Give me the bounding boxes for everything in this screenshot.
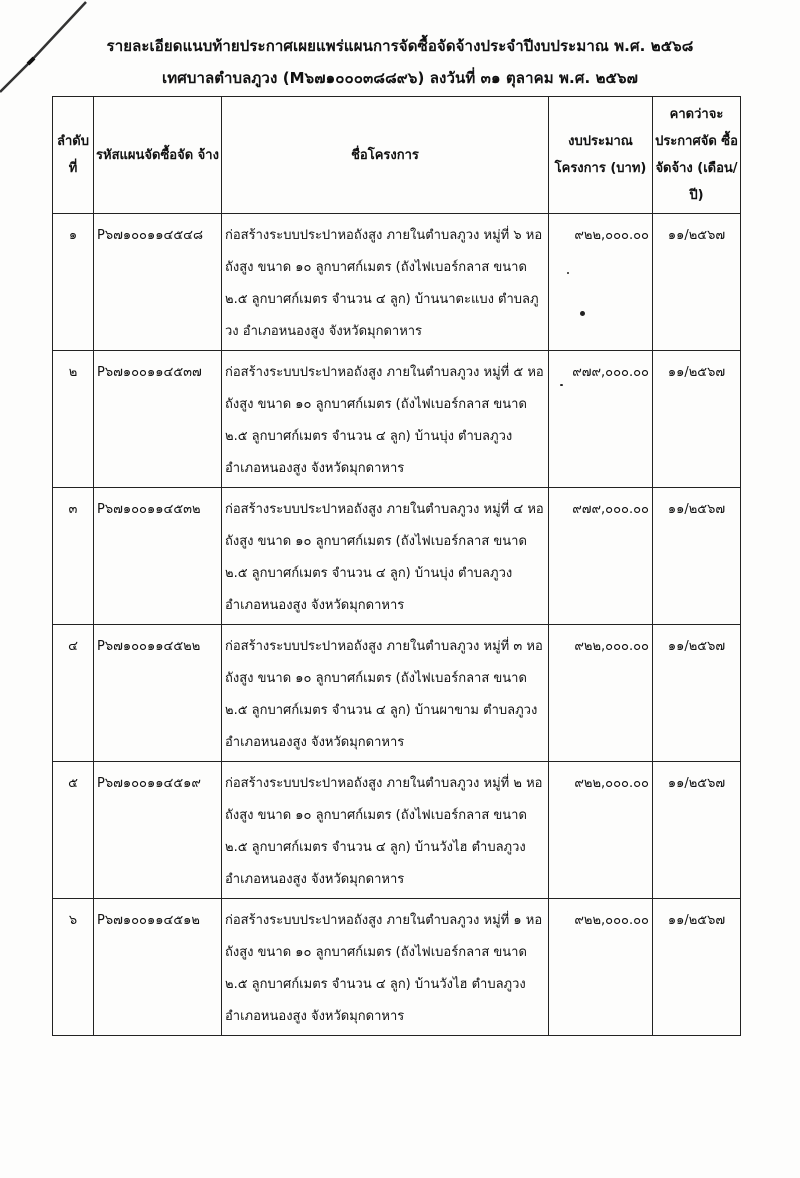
column-header-plan-code: รหัสแผนจัดซื้อจัด จ้าง xyxy=(94,97,222,214)
row-number: ๓ xyxy=(53,488,94,625)
scan-speck xyxy=(560,384,563,386)
project-name: ก่อสร้างระบบประปาหอถังสูง ภายในตำบลภูวง หมู่ที่ ๓ หอถังสูง ขนาด ๑๐ ลูกบาศก์เมตร (ถังไฟเบอร์กลาส ขนาด ๒.๕ ลูกบาศก์เมตร จำนวน ๔ ลูก) บ้านผาขาม ตำบลภูวง อำเภอหนองสูง จังหวัดมุกดาหาร xyxy=(222,625,549,762)
column-header-project-name: ชื่อโครงการ xyxy=(222,97,549,214)
column-header-expected-date: คาดว่าจะ ประกาศจัด ซื้อจัดจ้าง (เดือน/ปี) xyxy=(653,97,741,214)
column-header-no: ลำดับ ที่ xyxy=(53,97,94,214)
scan-speck xyxy=(580,311,585,316)
project-budget: ๙๒๒,๐๐๐.๐๐ xyxy=(549,762,653,899)
table-row xyxy=(53,214,741,351)
table-row xyxy=(53,488,741,625)
project-name: ก่อสร้างระบบประปาหอถังสูง ภายในตำบลภูวง หมู่ที่ ๔ หอถังสูง ขนาด ๑๐ ลูกบาศก์เมตร (ถังไฟเบอร์กลาส ขนาด ๒.๕ ลูกบาศก์เมตร จำนวน ๔ ลูก) บ้านบุ่ง ตำบลภูวง อำเภอหนองสูง จังหวัดมุกดาหาร xyxy=(222,488,549,625)
plan-code: P๖๗๑๐๐๑๑๔๕๓๒ xyxy=(94,488,222,625)
project-budget: ๙๒๒,๐๐๐.๐๐ xyxy=(549,214,653,351)
project-budget: ๙๒๒,๐๐๐.๐๐ xyxy=(549,899,653,1036)
table-row xyxy=(53,351,741,488)
plan-code: P๖๗๑๐๐๑๑๔๕๓๗ xyxy=(94,351,222,488)
project-name: ก่อสร้างระบบประปาหอถังสูง ภายในตำบลภูวง หมู่ที่ ๖ หอถังสูง ขนาด ๑๐ ลูกบาศก์เมตร (ถังไฟเบอร์กลาส ขนาด ๒.๕ ลูกบาศก์เมตร จำนวน ๔ ลูก) บ้านนาตะแบง ตำบลภูวง อำเภอหนองสูง จังหวัดมุกดาหาร xyxy=(222,214,549,351)
row-number: ๑ xyxy=(53,214,94,351)
project-budget: ๙๒๒,๐๐๐.๐๐ xyxy=(549,625,653,762)
expected-date: ๑๑/๒๕๖๗ xyxy=(653,899,741,1036)
project-name: ก่อสร้างระบบประปาหอถังสูง ภายในตำบลภูวง หมู่ที่ ๑ หอถังสูง ขนาด ๑๐ ลูกบาศก์เมตร (ถังไฟเบอร์กลาส ขนาด ๒.๕ ลูกบาศก์เมตร จำนวน ๔ ลูก) บ้านวังไฮ ตำบลภูวง อำเภอหนองสูง จังหวัดมุกดาหาร xyxy=(222,899,549,1036)
project-name: ก่อสร้างระบบประปาหอถังสูง ภายในตำบลภูวง หมู่ที่ ๒ หอถังสูง ขนาด ๑๐ ลูกบาศก์เมตร (ถังไฟเบอร์กลาส ขนาด ๒.๕ ลูกบาศก์เมตร จำนวน ๔ ลูก) บ้านวังไฮ ตำบลภูวง อำเภอหนองสูง จังหวัดมุกดาหาร xyxy=(222,762,549,899)
table-row xyxy=(53,899,741,1036)
row-number: ๖ xyxy=(53,899,94,1036)
scan-speck xyxy=(567,272,569,274)
plan-code: P๖๗๑๐๐๑๑๔๕๑๒ xyxy=(94,899,222,1036)
plan-code: P๖๗๑๐๐๑๑๔๕๔๘ xyxy=(94,214,222,351)
plan-code: P๖๗๑๐๐๑๑๔๕๑๙ xyxy=(94,762,222,899)
project-budget: ๙๗๙,๐๐๐.๐๐ xyxy=(549,488,653,625)
expected-date: ๑๑/๒๕๖๗ xyxy=(653,625,741,762)
table-row xyxy=(53,762,741,899)
table-row xyxy=(53,625,741,762)
row-number: ๔ xyxy=(53,625,94,762)
expected-date: ๑๑/๒๕๖๗ xyxy=(653,762,741,899)
project-budget: ๙๗๙,๐๐๐.๐๐ xyxy=(549,351,653,488)
project-name: ก่อสร้างระบบประปาหอถังสูง ภายในตำบลภูวง หมู่ที่ ๕ หอถังสูง ขนาด ๑๐ ลูกบาศก์เมตร (ถังไฟเบอร์กลาส ขนาด ๒.๕ ลูกบาศก์เมตร จำนวน ๔ ลูก) บ้านบุ่ง ตำบลภูวง อำเภอหนองสูง จังหวัดมุกดาหาร xyxy=(222,351,549,488)
row-number: ๕ xyxy=(53,762,94,899)
expected-date: ๑๑/๒๕๖๗ xyxy=(653,351,741,488)
document-title: รายละเอียดแนบท้ายประกาศเผยแพร่แผนการจัดซื้อจัดจ้างประจำปีงบประมาณ พ.ศ. ๒๕๖๘ xyxy=(106,37,694,55)
expected-date: ๑๑/๒๕๖๗ xyxy=(653,214,741,351)
plan-code: P๖๗๑๐๐๑๑๔๕๒๒ xyxy=(94,625,222,762)
row-number: ๒ xyxy=(53,351,94,488)
procurement-plan-table xyxy=(52,96,741,1036)
document-subtitle: เทศบาลตำบลภูวง (M๖๗๑๐๐๐๓๘๘๙๖) ลงวันที่ ๓๑ ตุลาคม พ.ศ. ๒๕๖๗ xyxy=(161,69,639,87)
column-header-budget: งบประมาณ โครงการ (บาท) xyxy=(549,97,653,214)
expected-date: ๑๑/๒๕๖๗ xyxy=(653,488,741,625)
table-header-row xyxy=(53,97,741,214)
